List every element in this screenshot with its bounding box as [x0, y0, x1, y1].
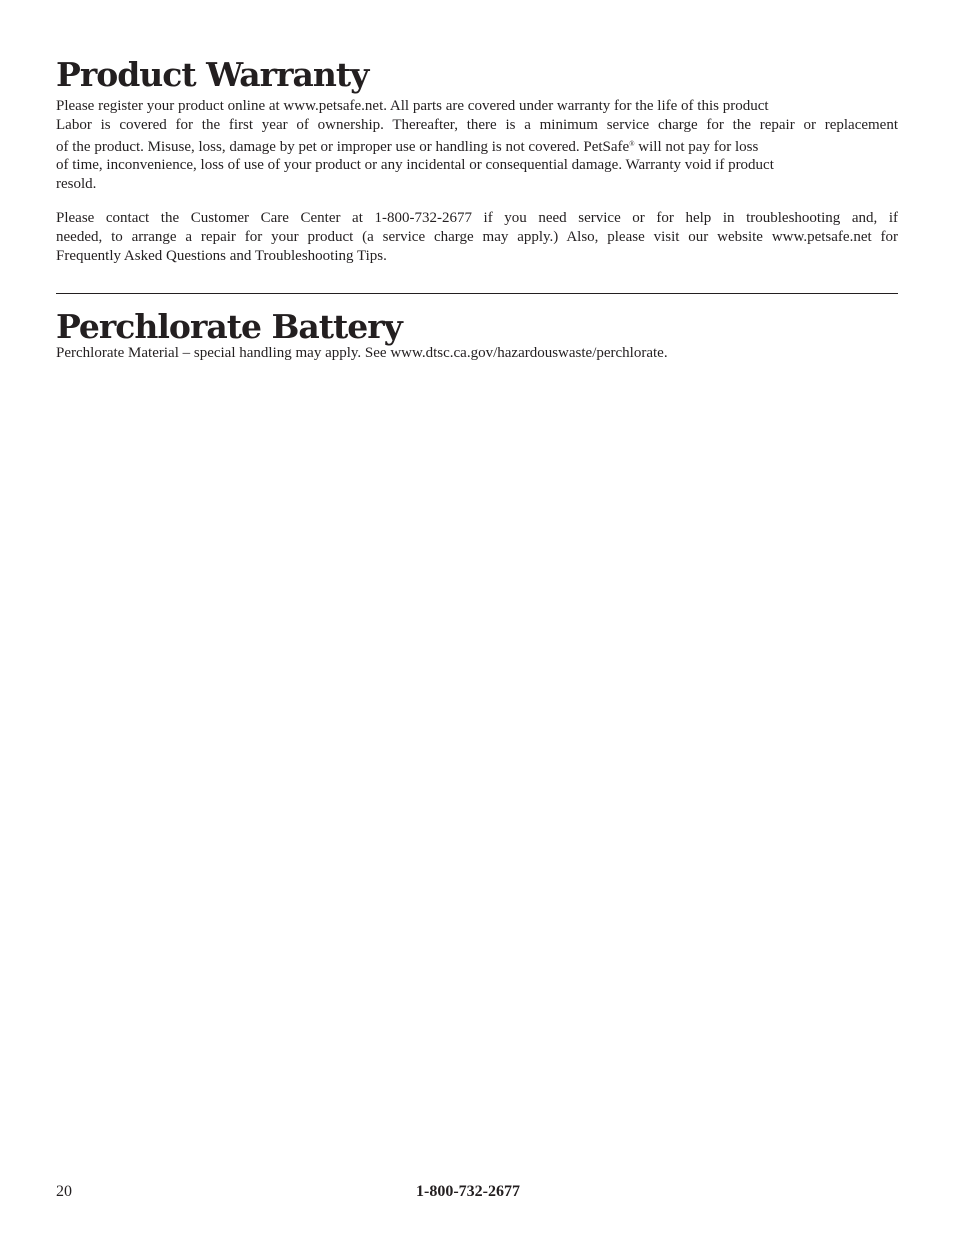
warranty-p1-line-2: Labor is covered for the first year of ownership. Thereafter, there is a minimum service charge for the repair or replacement: [56, 116, 898, 133]
section-divider: [56, 293, 898, 294]
warranty-p1-line-4: of time, inconvenience, loss of use of your product or any incidental or consequential damage. Warranty void if product: [56, 157, 774, 174]
page-number: 20: [56, 1183, 72, 1200]
warranty-p1-line-3: [56, 135, 898, 157]
warranty-p1-line-3-end: will not pay for loss: [634, 138, 759, 155]
warranty-p2-line-1: Please contact the Customer Care Center at 1-800-732-2677 if you need service or for help in troubleshooting and, if: [56, 210, 898, 226]
warranty-p1-line-5: resold.: [56, 176, 97, 193]
registered-mark: ®: [629, 139, 635, 148]
footer-phone-number: 1-800-732-2677: [416, 1183, 520, 1200]
perchlorate-battery-heading: Perchlorate Battery: [56, 307, 402, 346]
warranty-paragraph-1: [56, 97, 898, 194]
warranty-p2-line-3: Frequently Asked Questions and Troubleshooting Tips.: [56, 247, 387, 264]
product-warranty-heading: Product Warranty: [56, 55, 369, 94]
warranty-p1-line-3-text: of the product. Misuse, loss, damage by pet or improper use or handling is not covered. PetSafe: [56, 138, 630, 155]
warranty-p1-line-1: Please register your product online at www.petsafe.net. All parts are covered under warranty for the life of this product: [56, 98, 769, 114]
perchlorate-text: Perchlorate Material – special handling may apply. See www.dtsc.ca.gov/hazardouswaste/perchlorate.: [56, 345, 668, 361]
warranty-paragraph-2: [56, 209, 898, 265]
warranty-p2-line-2: needed, to arrange a repair for your product (a service charge may apply.) Also, please visit our website www.petsafe.net for: [56, 228, 898, 245]
